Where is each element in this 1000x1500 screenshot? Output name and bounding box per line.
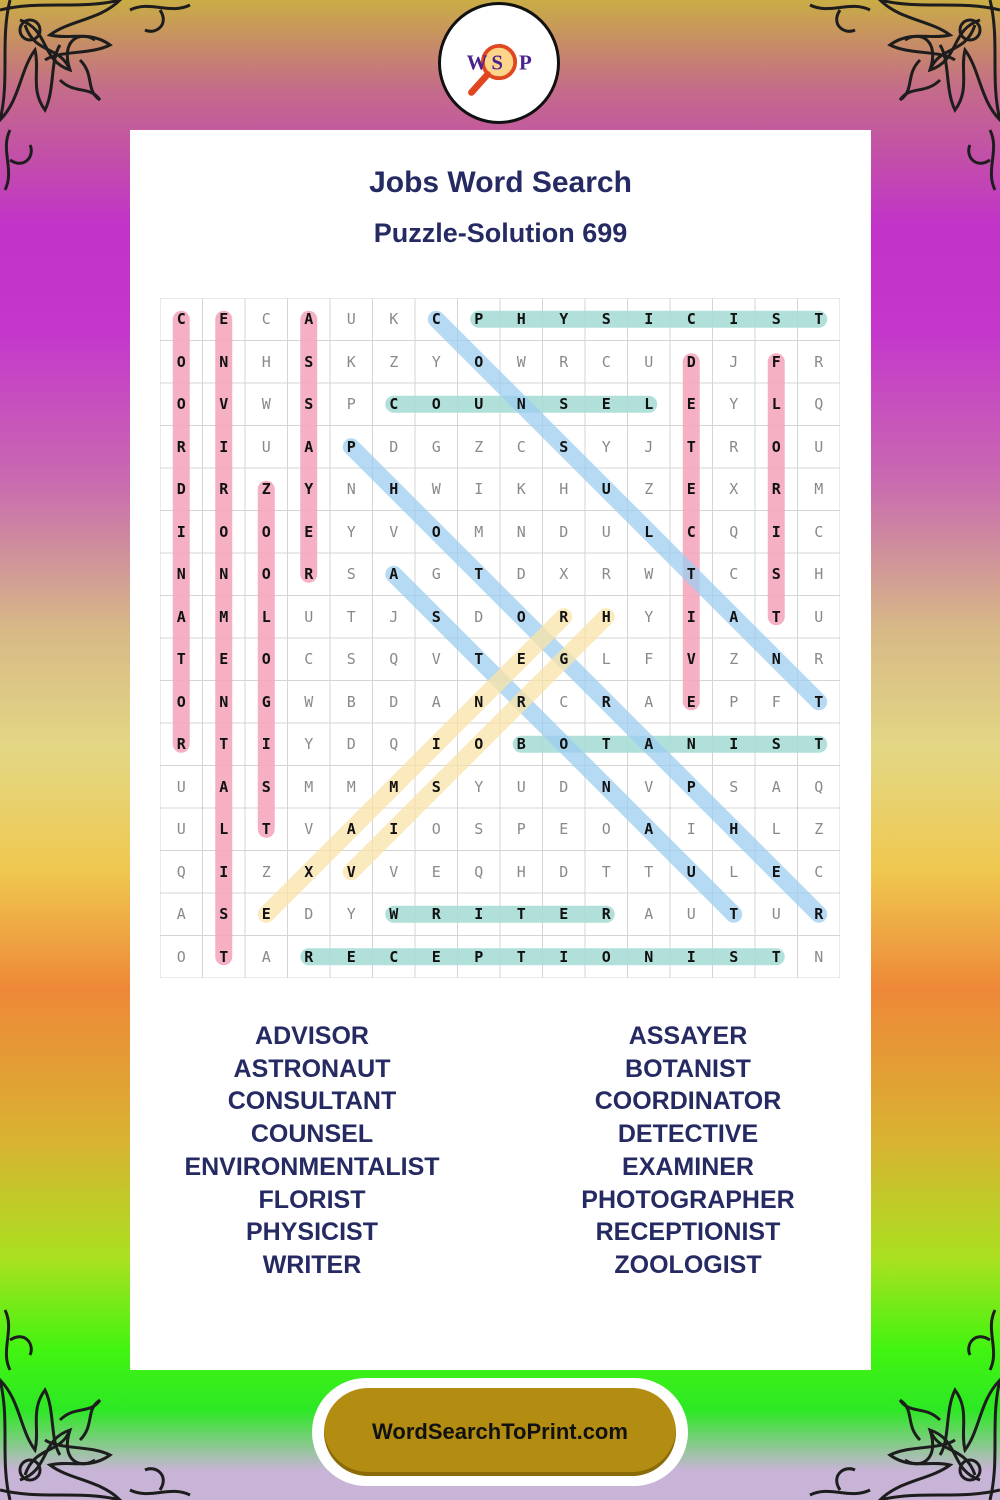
- grid-cell: C: [686, 522, 696, 541]
- grid-cell: H: [516, 310, 526, 329]
- word-list-item: ASTRONAUT: [233, 1054, 391, 1083]
- grid-cell: Q: [389, 735, 399, 754]
- grid-cell: O: [474, 735, 484, 754]
- grid-cell: X: [304, 862, 314, 881]
- grid-cell: R: [814, 905, 824, 924]
- grid-cell: T: [176, 650, 186, 669]
- grid-cell: A: [644, 905, 654, 924]
- word-list-item: PHOTOGRAPHER: [581, 1185, 795, 1214]
- grid-cell: R: [559, 607, 569, 626]
- grid-cell: F: [771, 692, 781, 711]
- word-list-right: [498, 1020, 878, 1282]
- grid-cell: T: [814, 310, 824, 329]
- grid-cell: S: [771, 735, 781, 754]
- grid-cell: H: [601, 607, 611, 626]
- grid-cell: G: [431, 565, 441, 584]
- grid-cell: V: [219, 395, 229, 414]
- word-list-item: WRITER: [262, 1250, 362, 1279]
- grid-cell: R: [176, 735, 186, 754]
- grid-cell: T: [771, 947, 781, 966]
- grid-cell: T: [601, 862, 611, 881]
- grid-cell: Y: [559, 310, 569, 329]
- grid-cell: K: [346, 352, 356, 371]
- grid-cell: T: [474, 565, 484, 584]
- grid-cell: T: [601, 735, 611, 754]
- grid-cell: P: [474, 947, 484, 966]
- grid-cell: I: [644, 310, 654, 329]
- grid-cell: Z: [389, 352, 399, 371]
- grid-cell: E: [559, 820, 569, 839]
- grid-cell: L: [771, 395, 781, 414]
- word-list-item: PHYSICIST: [246, 1218, 378, 1247]
- grid-cell: Z: [814, 820, 824, 839]
- grid-cell: C: [686, 310, 696, 329]
- grid-cell: L: [219, 820, 229, 839]
- grid-cell: I: [474, 480, 484, 499]
- grid-cell: S: [261, 777, 271, 796]
- grid-cell: R: [559, 352, 569, 371]
- grid-cell: D: [176, 480, 186, 499]
- grid-cell: N: [601, 777, 611, 796]
- grid-cell: U: [176, 820, 186, 839]
- grid-cell: E: [771, 862, 781, 881]
- grid-cell: C: [389, 395, 399, 414]
- grid-cell: N: [219, 565, 229, 584]
- grid-cell: T: [729, 905, 739, 924]
- grid-cell: T: [686, 437, 696, 456]
- grid-cell: W: [644, 565, 654, 584]
- grid-cell: I: [729, 310, 739, 329]
- grid-cell: T: [686, 565, 696, 584]
- grid-cell: C: [304, 650, 314, 669]
- grid-cell: U: [814, 607, 824, 626]
- site-link-button[interactable]: [312, 1378, 688, 1486]
- grid-cell: T: [346, 607, 356, 626]
- grid-cell: S: [431, 777, 441, 796]
- grid-cell: O: [219, 522, 229, 541]
- grid-cell: O: [176, 395, 186, 414]
- grid-cell: S: [219, 905, 229, 924]
- grid-cell: I: [261, 735, 271, 754]
- grid-cell: C: [176, 310, 186, 329]
- grid-cell: T: [219, 947, 229, 966]
- word-list-item: DETECTIVE: [617, 1120, 759, 1149]
- grid-cell: I: [219, 437, 229, 456]
- grid-cell: U: [771, 905, 781, 924]
- grid-cell: E: [304, 522, 314, 541]
- grid-cell: X: [729, 480, 739, 499]
- grid-cell: I: [686, 820, 696, 839]
- grid-cell: M: [474, 522, 484, 541]
- grid-cell: V: [389, 862, 399, 881]
- grid-cell: U: [644, 352, 654, 371]
- grid-cell: Z: [729, 650, 739, 669]
- grid-cell: E: [516, 650, 526, 669]
- grid-cell: L: [261, 607, 271, 626]
- grid-cell: D: [389, 437, 399, 456]
- word-list-item: ADVISOR: [255, 1022, 369, 1050]
- grid-cell: N: [516, 395, 526, 414]
- grid-cell: H: [729, 820, 739, 839]
- magnifier-handle: [471, 74, 487, 92]
- grid-cell: O: [601, 820, 611, 839]
- grid-cell: O: [771, 437, 781, 456]
- grid-cell: R: [601, 905, 611, 924]
- grid-cell: A: [304, 437, 314, 456]
- logo-letter-w: W: [466, 50, 488, 75]
- grid-cell: U: [261, 437, 271, 456]
- grid-cell: I: [686, 607, 696, 626]
- word-list-item: BOTANIST: [625, 1054, 751, 1083]
- grid-cell: T: [814, 735, 824, 754]
- grid-cell: Q: [176, 862, 186, 881]
- grid-cell: E: [601, 395, 611, 414]
- word-list-item: ENVIRONMENTALIST: [184, 1152, 440, 1181]
- grid-cell: T: [219, 735, 229, 754]
- grid-cell: Y: [346, 905, 356, 924]
- grid-cell: I: [474, 905, 484, 924]
- word-search-grid: [160, 298, 840, 978]
- grid-cell: A: [431, 692, 441, 711]
- grid-cell: C: [261, 310, 271, 329]
- grid-cell: H: [516, 862, 526, 881]
- site-link-label: WordSearchToPrint.com: [372, 1419, 628, 1444]
- grid-cell: S: [559, 437, 569, 456]
- grid-cell: Y: [644, 607, 654, 626]
- grid-cell: Y: [346, 522, 356, 541]
- grid-cell: A: [644, 735, 654, 754]
- grid-cell: W: [389, 905, 399, 924]
- grid-cell: Y: [474, 777, 484, 796]
- grid-cell: H: [814, 565, 824, 584]
- grid-cell: A: [644, 692, 654, 711]
- grid-cell: T: [771, 607, 781, 626]
- grid-cell: C: [389, 947, 399, 966]
- grid-cell: D: [559, 777, 569, 796]
- grid-cell: E: [219, 650, 229, 669]
- word-list-item: RECEPTIONIST: [595, 1218, 781, 1247]
- grid-cell: H: [261, 352, 271, 371]
- grid-cell: T: [261, 820, 271, 839]
- grid-cell: L: [729, 862, 739, 881]
- grid-cell: D: [559, 522, 569, 541]
- grid-cell: I: [771, 522, 781, 541]
- grid-cell: R: [304, 565, 314, 584]
- grid-cell: O: [261, 522, 271, 541]
- grid-cell: R: [516, 692, 526, 711]
- grid-cell: L: [644, 522, 654, 541]
- grid-cell: A: [176, 905, 186, 924]
- grid-cell: N: [771, 650, 781, 669]
- grid-cell: R: [176, 437, 186, 456]
- grid-cell: J: [729, 352, 739, 371]
- grid-cell: O: [176, 352, 186, 371]
- grid-cell: E: [346, 947, 356, 966]
- grid-cell: S: [729, 777, 739, 796]
- grid-cell: A: [346, 820, 356, 839]
- word-list-item: COUNSEL: [250, 1120, 374, 1149]
- grid-cell: N: [219, 352, 229, 371]
- grid-cell: R: [814, 650, 824, 669]
- grid-cell: S: [431, 607, 441, 626]
- grid-cell: O: [474, 352, 484, 371]
- grid-cell: S: [729, 947, 739, 966]
- grid-cell: Y: [304, 735, 314, 754]
- grid-cell: U: [686, 905, 696, 924]
- grid-cell: D: [686, 352, 696, 371]
- grid-cell: S: [771, 310, 781, 329]
- grid-cell: P: [346, 395, 356, 414]
- grid-cell: R: [771, 480, 781, 499]
- grid-cell: T: [516, 947, 526, 966]
- grid-cell: O: [559, 735, 569, 754]
- grid-cell: E: [431, 862, 441, 881]
- grid-cell: S: [346, 650, 356, 669]
- grid-cell: Y: [729, 395, 739, 414]
- grid-cell: S: [559, 395, 569, 414]
- grid-cell: L: [644, 395, 654, 414]
- grid-cell: B: [346, 692, 356, 711]
- grid-cell: R: [219, 480, 229, 499]
- grid-cell: P: [516, 820, 526, 839]
- grid-cell: U: [474, 395, 484, 414]
- grid-cell: E: [686, 395, 696, 414]
- grid-cell: J: [644, 437, 654, 456]
- grid-cell: E: [219, 310, 229, 329]
- grid-cell: B: [516, 735, 526, 754]
- grid-cell: U: [601, 480, 611, 499]
- grid-cell: G: [431, 437, 441, 456]
- grid-cell: I: [686, 947, 696, 966]
- site-link-pill[interactable]: [324, 1388, 676, 1476]
- grid-cell: C: [729, 565, 739, 584]
- grid-cell: V: [644, 777, 654, 796]
- grid-cell: E: [431, 947, 441, 966]
- grid-cell: Y: [601, 437, 611, 456]
- grid-cell: U: [686, 862, 696, 881]
- grid-cell: S: [304, 395, 314, 414]
- grid-cell: V: [686, 650, 696, 669]
- grid-cell: M: [346, 777, 356, 796]
- grid-cell: Q: [474, 862, 484, 881]
- grid-cell: T: [814, 692, 824, 711]
- page-title: Jobs Word Search: [369, 166, 632, 199]
- grid-cell: U: [346, 310, 356, 329]
- grid-cell: Z: [474, 437, 484, 456]
- grid-cell: O: [431, 820, 441, 839]
- grid-cell: S: [474, 820, 484, 839]
- grid-cell: V: [431, 650, 441, 669]
- grid-cell: D: [559, 862, 569, 881]
- grid-cell: D: [474, 607, 484, 626]
- grid-cell: N: [644, 947, 654, 966]
- grid-cell: I: [389, 820, 399, 839]
- grid-cell: F: [644, 650, 654, 669]
- grid-cell: O: [261, 565, 271, 584]
- grid-cell: S: [304, 352, 314, 371]
- letter-grid: [160, 298, 840, 978]
- grid-cell: Q: [814, 395, 824, 414]
- logo-letter-s: S: [491, 50, 504, 75]
- grid-cell: S: [601, 310, 611, 329]
- grid-cell: A: [729, 607, 739, 626]
- grid-cell: O: [601, 947, 611, 966]
- grid-cell: A: [176, 607, 186, 626]
- grid-cell: O: [261, 650, 271, 669]
- grid-cell: W: [431, 480, 441, 499]
- grid-cell: A: [771, 777, 781, 796]
- grid-cell: C: [814, 862, 824, 881]
- grid-cell: M: [814, 480, 824, 499]
- grid-cell: M: [219, 607, 229, 626]
- grid-cell: A: [261, 947, 271, 966]
- grid-cell: D: [389, 692, 399, 711]
- grid-cell: H: [389, 480, 399, 499]
- grid-cell: Y: [304, 480, 314, 499]
- wsp-logo[interactable]: [438, 2, 560, 124]
- grid-cell: P: [474, 310, 484, 329]
- grid-cell: O: [431, 522, 441, 541]
- grid-cell: D: [346, 735, 356, 754]
- word-list-item: CONSULTANT: [227, 1087, 397, 1116]
- grid-cell: O: [176, 947, 186, 966]
- grid-cell: W: [304, 692, 314, 711]
- grid-cell: N: [176, 565, 186, 584]
- grid-cell: V: [389, 522, 399, 541]
- grid-cell: G: [261, 692, 271, 711]
- grid-cell: C: [431, 310, 441, 329]
- grid-cell: R: [601, 692, 611, 711]
- grid-cell: R: [729, 437, 739, 456]
- grid-cell: A: [644, 820, 654, 839]
- word-list-item: EXAMINER: [622, 1152, 754, 1181]
- grid-cell: D: [516, 565, 526, 584]
- grid-cell: A: [304, 310, 314, 329]
- grid-cell: P: [686, 777, 696, 796]
- word-list-item: ASSAYER: [628, 1022, 748, 1050]
- grid-cell: Z: [261, 862, 271, 881]
- word-list-item: FLORIST: [258, 1185, 366, 1214]
- grid-cell: T: [516, 905, 526, 924]
- grid-cell: Q: [729, 522, 739, 541]
- grid-cell: V: [346, 862, 356, 881]
- grid-cell: V: [304, 820, 314, 839]
- word-list-left: [122, 1020, 502, 1282]
- grid-cell: E: [559, 905, 569, 924]
- grid-cell: D: [304, 905, 314, 924]
- grid-cell: C: [601, 352, 611, 371]
- grid-cell: F: [771, 352, 781, 371]
- grid-cell: T: [644, 862, 654, 881]
- grid-cell: K: [389, 310, 399, 329]
- grid-cell: M: [304, 777, 314, 796]
- grid-cell: U: [516, 777, 526, 796]
- grid-cell: R: [431, 905, 441, 924]
- grid-cell: O: [431, 395, 441, 414]
- grid-cell: S: [771, 565, 781, 584]
- grid-cell: I: [431, 735, 441, 754]
- grid-cell: I: [729, 735, 739, 754]
- grid-cell: W: [516, 352, 526, 371]
- grid-cell: E: [686, 692, 696, 711]
- grid-cell: N: [219, 692, 229, 711]
- grid-cell: P: [729, 692, 739, 711]
- grid-cell: I: [559, 947, 569, 966]
- grid-cell: U: [601, 522, 611, 541]
- grid-cell: R: [601, 565, 611, 584]
- grid-cell: G: [559, 650, 569, 669]
- grid-cell: X: [559, 565, 569, 584]
- grid-cell: N: [516, 522, 526, 541]
- word-list-item: ZOOLOGIST: [614, 1250, 762, 1279]
- grid-cell: A: [219, 777, 229, 796]
- grid-cell: N: [346, 480, 356, 499]
- grid-cell: O: [176, 692, 186, 711]
- grid-cell: O: [516, 607, 526, 626]
- logo-letter-p: P: [518, 50, 532, 75]
- grid-cell: N: [814, 947, 824, 966]
- grid-cell: N: [686, 735, 696, 754]
- grid-cell: I: [219, 862, 229, 881]
- grid-cell: S: [346, 565, 356, 584]
- grid-cell: R: [304, 947, 314, 966]
- grid-cell: M: [389, 777, 399, 796]
- grid-cell: N: [474, 692, 484, 711]
- grid-cell: T: [474, 650, 484, 669]
- grid-cell: L: [771, 820, 781, 839]
- grid-cell: U: [814, 437, 824, 456]
- grid-cell: J: [389, 607, 399, 626]
- grid-cell: P: [346, 437, 356, 456]
- grid-cell: E: [261, 905, 271, 924]
- grid-cell: W: [261, 395, 271, 414]
- grid-cell: C: [814, 522, 824, 541]
- grid-cell: R: [814, 352, 824, 371]
- grid-cell: Q: [389, 650, 399, 669]
- grid-cell: U: [176, 777, 186, 796]
- grid-cell: C: [516, 437, 526, 456]
- grid-cell: Z: [644, 480, 654, 499]
- grid-cell: Q: [814, 777, 824, 796]
- word-list-item: COORDINATOR: [594, 1087, 782, 1116]
- grid-cell: U: [304, 607, 314, 626]
- grid-cell: Y: [431, 352, 441, 371]
- grid-cell: C: [559, 692, 569, 711]
- page-subtitle: Puzzle-Solution 699: [373, 218, 628, 248]
- grid-cell: K: [516, 480, 526, 499]
- grid-cell: I: [176, 522, 186, 541]
- grid-cell: L: [601, 650, 611, 669]
- grid-cell: H: [559, 480, 569, 499]
- grid-cell: E: [686, 480, 696, 499]
- grid-cell: Z: [261, 480, 271, 499]
- grid-cell: A: [389, 565, 399, 584]
